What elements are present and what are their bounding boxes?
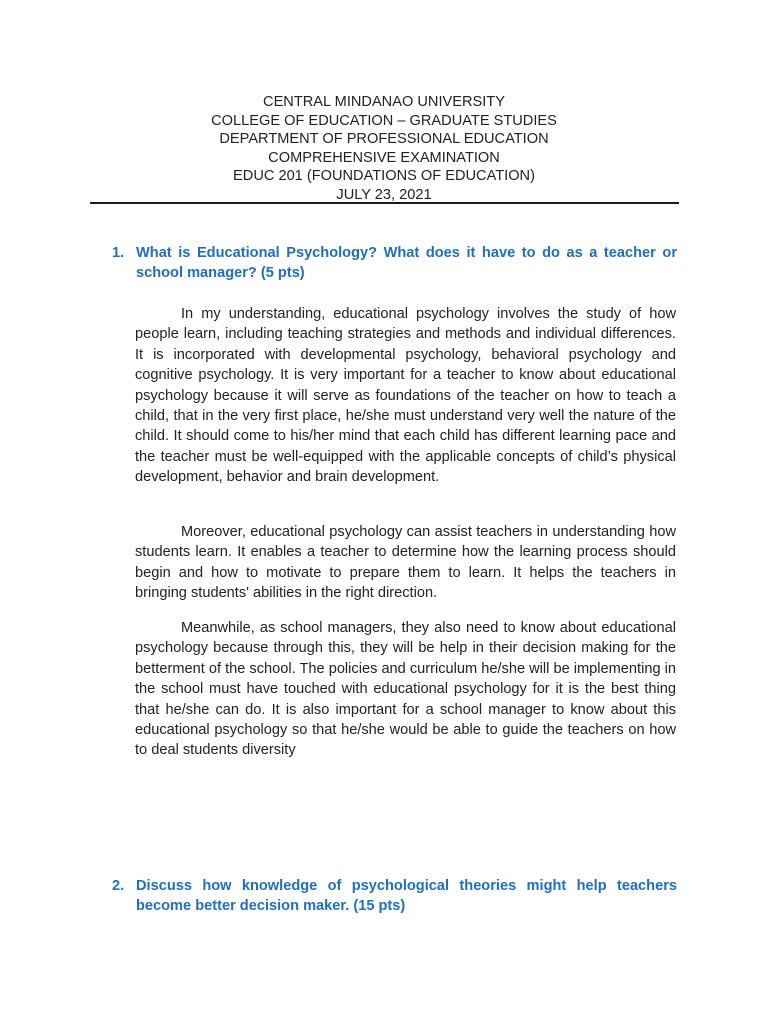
question-1	[112, 243, 682, 284]
question-number: 2.	[112, 878, 125, 894]
answer-paragraph-2: Moreover, educational psychology can assist teachers in understanding how students learn. It enables a teacher to determine how the learning process should begin and how to motivate to prepare them to learn. It helps the teachers in bringing students' abilities in the right direction.	[135, 524, 676, 602]
header-divider	[90, 202, 679, 204]
university-name: CENTRAL MINDANAO UNIVERSITY	[263, 94, 505, 110]
document-header	[90, 93, 678, 205]
question-number: 1.	[112, 245, 125, 261]
answer-paragraph-1: In my understanding, educational psychology involves the study of how people learn, including teaching strategies and methods and individual differences. It is incorporated with developmental psychology, behavioral psychology and cognitive psychology. It is very important for a teacher to know about educational psychology because it will serve as foundations of the teacher on how to teach a child, that in the very first place, he/she must understand very well the nature of the child. It should come to his/her mind that each child has different learning pace and the teacher must be well-equipped with the applicable concepts of child’s physical development, behavior and brain development.	[135, 306, 676, 486]
exam-title: COMPREHENSIVE EXAMINATION	[268, 149, 500, 166]
department-name: DEPARTMENT OF PROFESSIONAL EDUCATION	[219, 131, 549, 148]
college-name: COLLEGE OF EDUCATION – GRADUATE STUDIES	[211, 112, 557, 129]
question-text: What is Educational Psychology? What does it have to do as a teacher or school manager? (5 pts)	[136, 245, 677, 282]
question-2	[112, 876, 682, 917]
exam-date: JULY 23, 2021	[336, 186, 432, 203]
question-text: Discuss how knowledge of psychological theories might help teachers become better decision maker. (15 pts)	[136, 878, 677, 915]
answer-paragraph-3: Meanwhile, as school managers, they also need to know about educational psychology because through this, they will be help in their decision making for the betterment of the school. The policies and curriculum he/she will be implementing in the school must have touched with educational psychology for it is the best thing that he/she can do. It is also important for a school manager to know about this educational psychology so that he/she would be able to guide the teachers on how to deal students diversity	[135, 620, 676, 759]
course-title: EDUC 201 (FOUNDATIONS OF EDUCATION)	[233, 168, 535, 185]
